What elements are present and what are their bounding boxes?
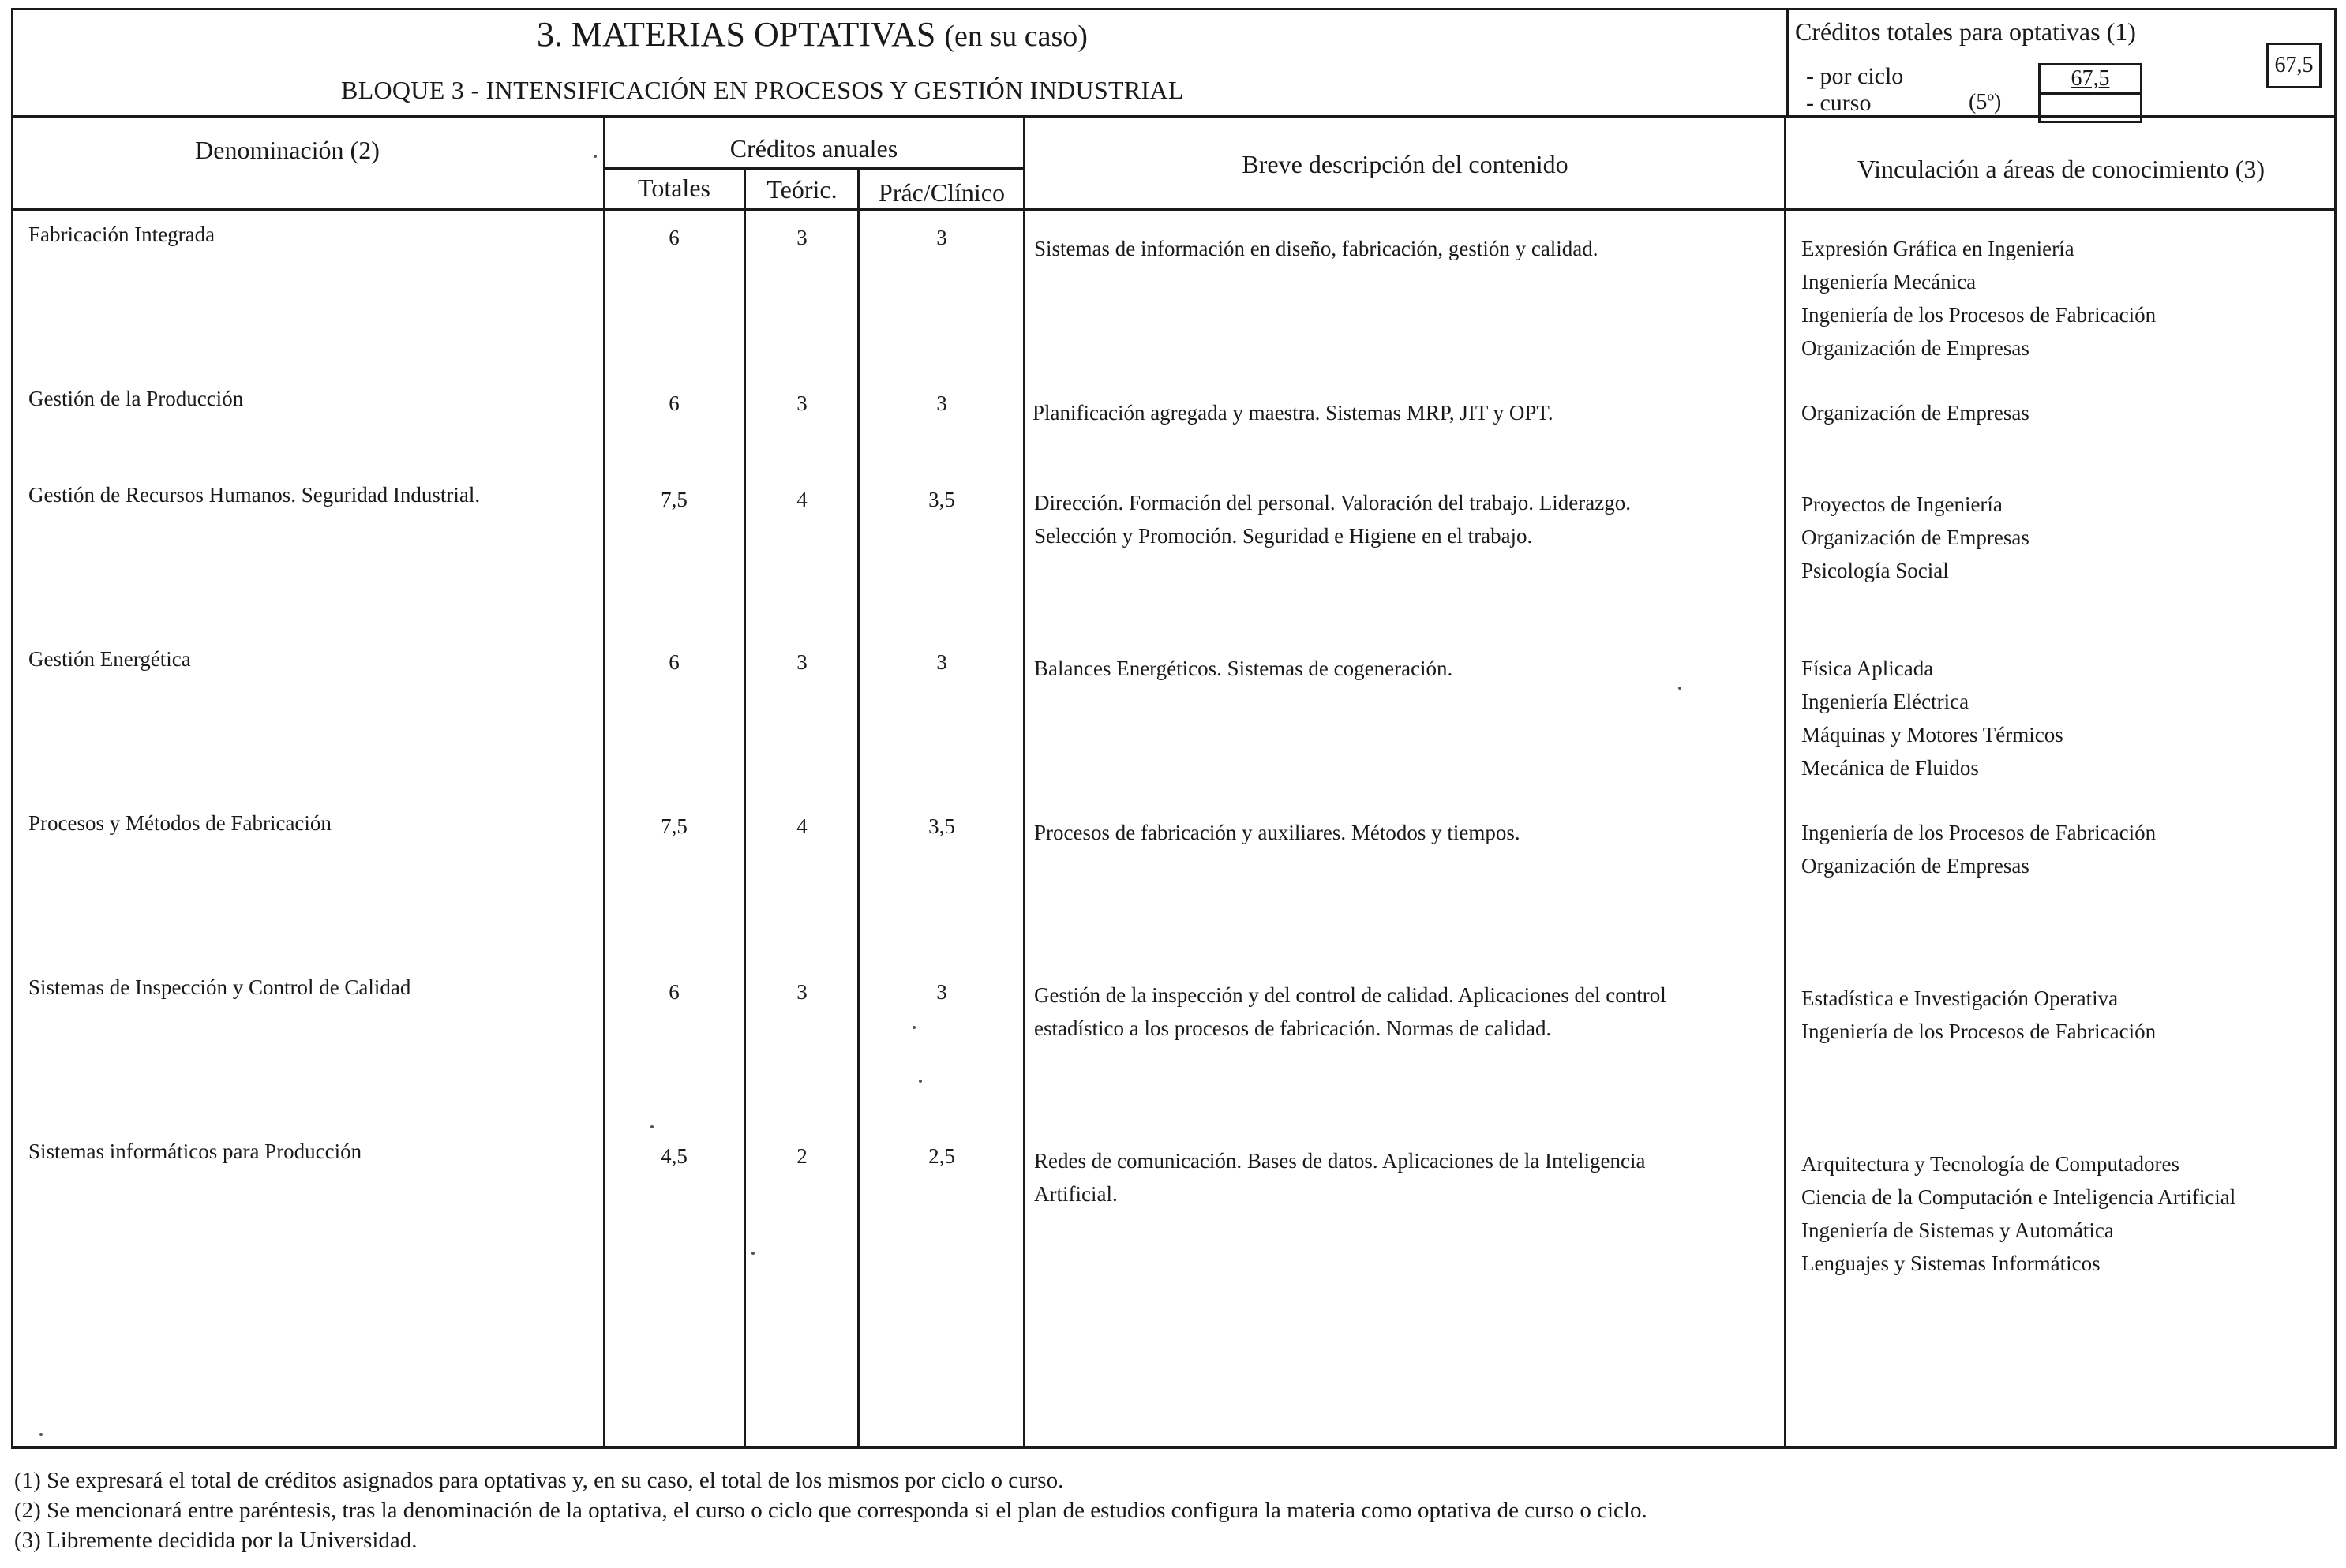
row-name: Sistemas informáticos para Producción <box>28 1140 362 1163</box>
row-desc <box>1034 486 1631 552</box>
por-ciclo-value: 67,5 <box>2071 66 2110 91</box>
row-desc <box>1034 232 1598 265</box>
scan-speck <box>594 155 597 158</box>
col-divider-1 <box>603 117 605 1449</box>
row-prac: 3,5 <box>928 814 955 838</box>
col-divider-2 <box>744 169 746 1449</box>
credits-heading: Créditos totales para optativas (1) <box>1795 17 2136 46</box>
area-item: Psicología Social <box>1801 559 1949 582</box>
desc-line: Balances Energéticos. Sistemas de cogeneración. <box>1034 657 1453 680</box>
desc-line: Procesos de fabricación y auxiliares. Métodos y tiempos. <box>1034 821 1520 844</box>
area-item: Máquinas y Motores Térmicos <box>1801 723 2063 747</box>
area-item: Proyectos de Ingeniería <box>1801 492 2003 516</box>
total-credits-box <box>2266 43 2322 88</box>
area-item: Estadística e Investigación Operativa <box>1801 986 2119 1010</box>
col-header-teoric: Teóric. <box>766 175 838 204</box>
area-item: Ingeniería de los Procesos de Fabricación <box>1801 303 2157 327</box>
area-item: Arquitectura y Tecnología de Computadores <box>1801 1152 2179 1176</box>
curso-box <box>2038 93 2142 123</box>
area-item: Lenguajes y Sistemas Informáticos <box>1801 1252 2101 1275</box>
row-areas <box>1801 652 2063 784</box>
col-header-totales: Totales <box>638 174 710 202</box>
col-header-denominacion: Denominación (2) <box>195 136 380 164</box>
footnote-1: (1) Se expresará el total de créditos asignados para optativas y, en su caso, el total de los mismos por ciclo o curso. <box>14 1468 1064 1493</box>
row-areas <box>1801 232 2156 365</box>
credits-subheader-line <box>603 167 1025 170</box>
desc-line: estadístico a los procesos de fabricación. Normas de calidad. <box>1034 1016 1552 1040</box>
row-prac: 3 <box>936 980 947 1004</box>
row-areas <box>1801 1147 2235 1280</box>
row-name: Procesos y Métodos de Fabricación <box>28 811 332 835</box>
row-teoric: 4 <box>796 814 808 838</box>
header-divider <box>11 115 2337 118</box>
area-item: Ingeniería de los Procesos de Fabricación <box>1801 821 2157 844</box>
row-totales: 6 <box>669 650 680 674</box>
desc-line: Selección y Promoción. Seguridad e Higiene en el trabajo. <box>1034 524 1533 548</box>
desc-line: Sistemas de información en diseño, fabricación, gestión y calidad. <box>1034 237 1598 260</box>
scan-speck <box>751 1252 755 1255</box>
page-title: 3. MATERIAS OPTATIVAS (en su caso) <box>537 15 1088 54</box>
row-prac: 3 <box>936 391 947 415</box>
row-areas <box>1801 396 2029 429</box>
col-divider-3 <box>857 169 860 1449</box>
row-teoric: 3 <box>796 391 808 415</box>
area-item: Ingeniería Mecánica <box>1801 270 1977 294</box>
curso-value: (5º) <box>1969 90 2002 114</box>
row-teoric: 3 <box>796 650 808 674</box>
row-name: Gestión de Recursos Humanos. Seguridad Industrial. <box>28 483 481 507</box>
curso-label: - curso <box>1806 90 1872 116</box>
col-header-vinculacion: Vinculación a áreas de conocimiento (3) <box>1857 155 2265 183</box>
area-item: Ingeniería de Sistemas y Automática <box>1801 1218 2114 1242</box>
row-name: Sistemas de Inspección y Control de Calidad <box>28 975 411 999</box>
por-ciclo-box <box>2038 63 2142 95</box>
row-teoric: 2 <box>796 1144 808 1168</box>
row-teoric: 3 <box>796 226 808 249</box>
row-areas <box>1801 488 2029 587</box>
desc-line: Artificial. <box>1034 1182 1118 1206</box>
area-item: Organización de Empresas <box>1801 526 2029 549</box>
row-totales: 6 <box>669 226 680 249</box>
desc-line: Planificación agregada y maestra. Sistemas MRP, JIT y OPT. <box>1032 401 1553 425</box>
row-name: Fabricación Integrada <box>28 223 215 246</box>
row-name: Gestión Energética <box>28 647 191 671</box>
area-item: Expresión Gráfica en Ingeniería <box>1801 237 2074 260</box>
col-header-creditos: Créditos anuales <box>729 134 898 163</box>
col-divider-4 <box>1023 117 1025 1449</box>
scan-speck <box>919 1080 922 1083</box>
row-prac: 2,5 <box>928 1144 955 1168</box>
col-header-descripcion: Breve descripción del contenido <box>1242 150 1568 178</box>
desc-line: Redes de comunicación. Bases de datos. Aplicaciones de la Inteligencia <box>1034 1149 1646 1173</box>
row-areas <box>1801 816 2156 882</box>
scan-speck <box>39 1433 43 1436</box>
area-item: Organización de Empresas <box>1801 336 2029 360</box>
row-teoric: 4 <box>796 488 808 511</box>
footnote-3: (3) Libremente decidida por la Universidad. <box>14 1528 418 1553</box>
area-item: Organización de Empresas <box>1801 401 2029 425</box>
row-desc <box>1034 816 1520 849</box>
colheader-bottom-line <box>11 208 2337 211</box>
row-prac: 3 <box>936 226 947 249</box>
area-item: Física Aplicada <box>1801 657 1934 680</box>
col-header-prac: Prác/Clínico <box>879 178 1005 207</box>
scan-speck <box>913 1026 916 1029</box>
row-totales: 7,5 <box>661 814 688 838</box>
row-totales: 4,5 <box>661 1144 688 1168</box>
desc-line: Dirección. Formación del personal. Valoración del trabajo. Liderazgo. <box>1034 491 1631 515</box>
desc-line: Gestión de la inspección y del control de calidad. Aplicaciones del control <box>1034 983 1666 1007</box>
row-name: Gestión de la Producción <box>28 387 244 410</box>
area-item: Ingeniería Eléctrica <box>1801 690 1969 713</box>
row-totales: 6 <box>669 391 680 415</box>
row-desc <box>1034 979 1666 1045</box>
row-areas <box>1801 982 2156 1048</box>
row-prac: 3,5 <box>928 488 955 511</box>
area-item: Mecánica de Fluidos <box>1801 756 1979 780</box>
block-title: BLOQUE 3 - INTENSIFICACIÓN EN PROCESOS Y GESTIÓN INDUSTRIAL <box>341 76 1184 104</box>
row-totales: 7,5 <box>661 488 688 511</box>
footnote-2: (2) Se mencionará entre paréntesis, tras la denominación de la optativa, el curso o ciclo que corresponda si el plan de estudios configura la materia como optativa de curso o ciclo. <box>14 1498 1647 1523</box>
header-credits-divider <box>1786 8 1789 117</box>
area-item: Ingeniería de los Procesos de Fabricación <box>1801 1020 2157 1043</box>
row-desc <box>1034 652 1452 685</box>
por-ciclo-label: - por ciclo <box>1806 63 1904 89</box>
scan-speck <box>1678 687 1681 690</box>
total-credits-value: 67,5 <box>2274 53 2314 77</box>
area-item: Organización de Empresas <box>1801 854 2029 878</box>
row-prac: 3 <box>936 650 947 674</box>
col-divider-5 <box>1784 117 1786 1449</box>
scan-speck <box>650 1125 654 1128</box>
row-totales: 6 <box>669 980 680 1004</box>
row-desc <box>1032 396 1553 429</box>
row-teoric: 3 <box>796 980 808 1004</box>
row-desc <box>1034 1144 1645 1211</box>
area-item: Ciencia de la Computación e Inteligencia Artificial <box>1801 1185 2236 1209</box>
